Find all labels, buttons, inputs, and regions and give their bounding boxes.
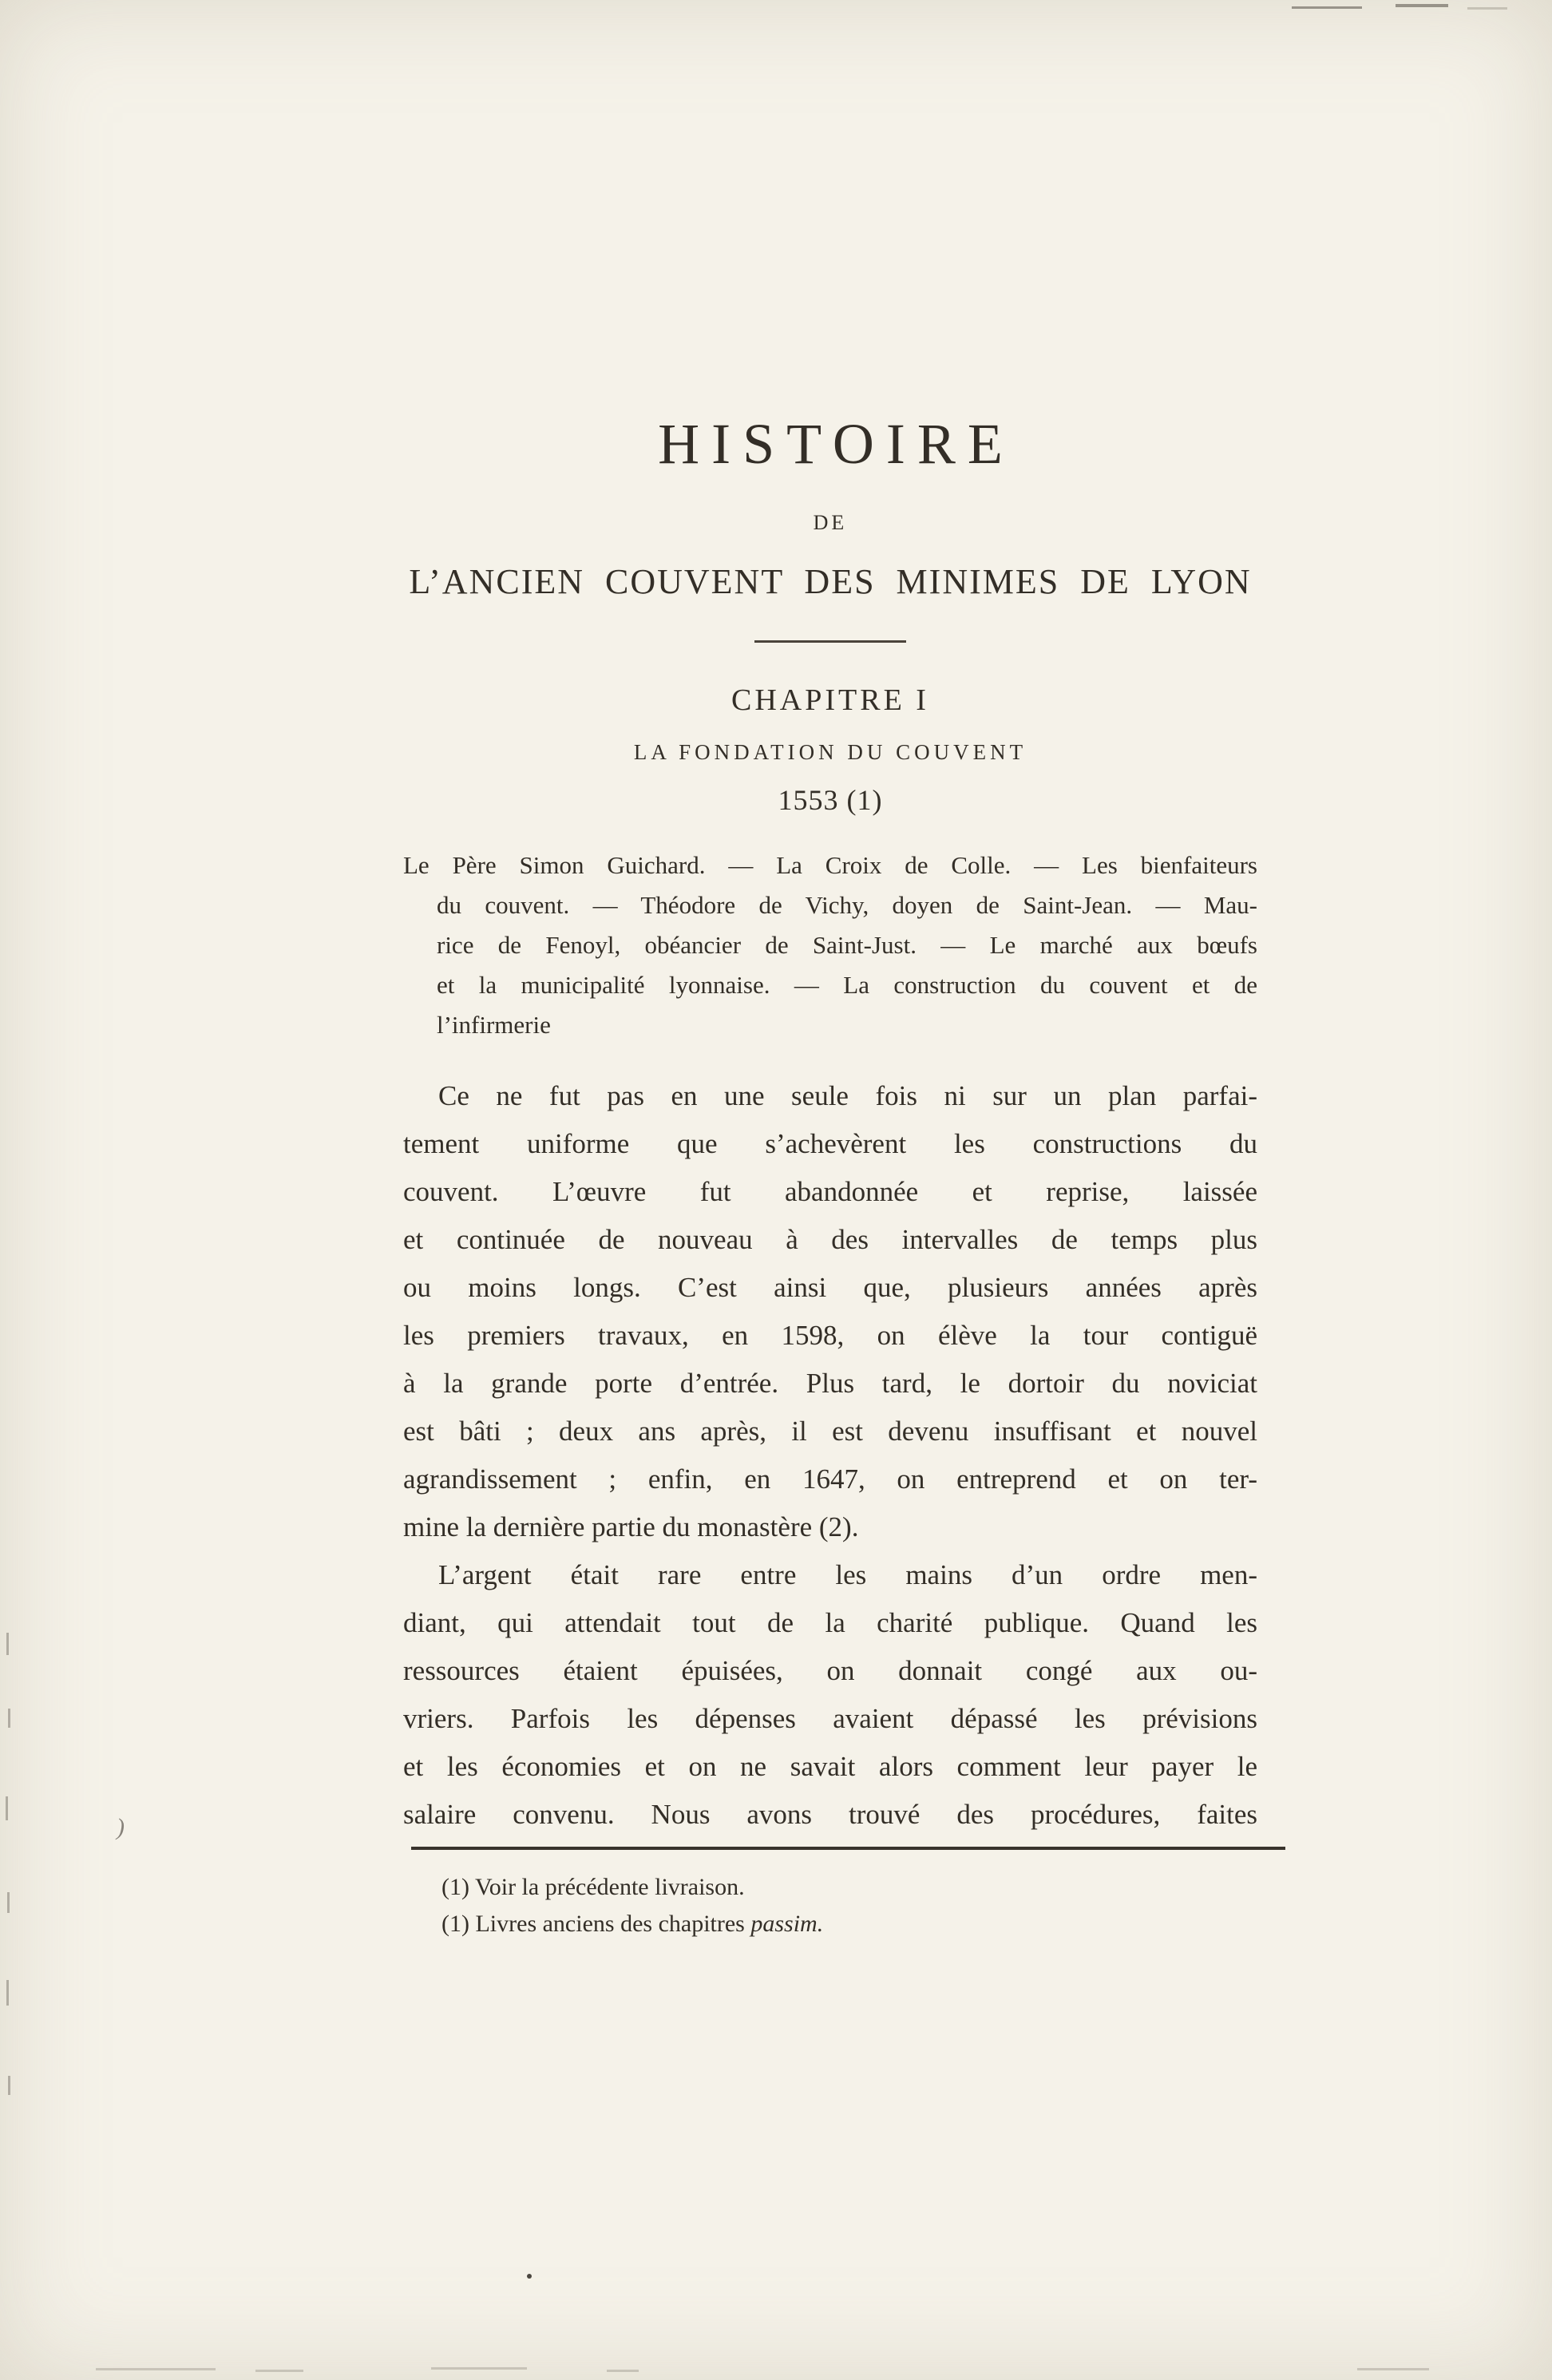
chapter-date: 1553 (1) [778, 784, 883, 816]
summary-line: du couvent. — Théodore de Vichy, doyen de Saint-Jean. — Mau- [437, 891, 1257, 919]
body-text-line: ou moins longs. C’est ainsi que, plusieurs années après [403, 1272, 1257, 1303]
scan-artifact-tick [8, 1709, 10, 1728]
scan-artifact-tick [6, 1633, 9, 1655]
footnote-divider-rule [411, 1847, 1285, 1850]
scan-artifact-tick [6, 1980, 9, 2006]
scan-artifact-dash [96, 2368, 216, 2370]
title-connector: DE [813, 511, 848, 534]
footnote-1: (1) Voir la précédente livraison. [441, 1874, 745, 1900]
footnote-2-text: (1) Livres anciens des chapitres [441, 1911, 751, 1937]
summary-line: l’infirmerie [437, 1011, 551, 1039]
chapter-heading: CHAPITRE I [731, 683, 929, 717]
footnote-2 [441, 1906, 1257, 1942]
footnote-2-italic-text: passim. [750, 1911, 824, 1937]
body-paragraph-1 [403, 1072, 1257, 1551]
scan-artifact-dash [1357, 2368, 1429, 2370]
body-text-line: à la grande porte d’entrée. Plus tard, le dortoir du noviciat [403, 1368, 1257, 1399]
body-text-line: et continuée de nouveau à des intervalles de temps plus [403, 1224, 1257, 1255]
book-subtitle: L’ANCIEN COUVENT DES MINIMES DE LYON [409, 562, 1252, 601]
scan-artifact-dot [527, 2274, 532, 2279]
scan-artifact-dash [1396, 4, 1448, 7]
body-text-line: Ce ne fut pas en une seule fois ni sur un plan parfai- [438, 1080, 1257, 1111]
body-text-line: tement uniforme que s’achevèrent les constructions du [403, 1128, 1257, 1159]
chapter-summary [403, 845, 1257, 1045]
scan-artifact-tick [7, 1892, 10, 1913]
chapter-subheading: LA FONDATION DU COUVENT [633, 740, 1027, 764]
summary-line: Le Père Simon Guichard. — La Croix de Colle. — Les bienfaiteurs [403, 851, 1257, 879]
scan-artifact-dash [1467, 7, 1507, 10]
summary-line: rice de Fenoyl, obéancier de Saint-Just. — Le marché aux bœufs [437, 931, 1257, 959]
book-title: HISTOIRE [658, 412, 1015, 476]
body-text-line: mine la dernière partie du monastère (2). [403, 1511, 859, 1542]
body-text-line: les premiers travaux, en 1598, on élève la tour contiguë [403, 1320, 1257, 1351]
section-divider-rule [754, 640, 906, 643]
footnotes-section [403, 1869, 1257, 1942]
body-text-line: salaire convenu. Nous avons trouvé des procédures, faites [403, 1799, 1257, 1830]
body-paragraph-2 [403, 1551, 1257, 1839]
body-text-line: ressources étaient épuisées, on donnait congé aux ou- [403, 1655, 1257, 1686]
scan-artifact-pen-mark: ) [117, 1814, 125, 1840]
body-text-line: couvent. L’œuvre fut abandonnée et reprise, laissée [403, 1176, 1257, 1207]
body-text-line: et les économies et on ne savait alors comment leur payer le [403, 1751, 1257, 1782]
body-text-line: L’argent était rare entre les mains d’un ordre men- [438, 1559, 1257, 1590]
scan-artifact-dash [431, 2367, 527, 2370]
scan-artifact-tick [6, 1796, 8, 1820]
scan-artifact-dash [1292, 6, 1362, 9]
scan-artifact-dash [255, 2370, 303, 2372]
text-column [403, 0, 1257, 1942]
scan-artifact-dash [607, 2370, 639, 2372]
body-text-line: diant, qui attendait tout de la charité publique. Quand les [403, 1607, 1257, 1638]
body-text-line: est bâti ; deux ans après, il est devenu insuffisant et nouvel [403, 1416, 1257, 1447]
summary-line: et la municipalité lyonnaise. — La construction du couvent et de [437, 971, 1257, 999]
body-text-line: vriers. Parfois les dépenses avaient dépassé les prévisions [403, 1703, 1257, 1734]
body-text-line: agrandissement ; enfin, en 1647, on entreprend et on ter- [403, 1463, 1257, 1495]
scan-artifact-tick [8, 2076, 10, 2095]
